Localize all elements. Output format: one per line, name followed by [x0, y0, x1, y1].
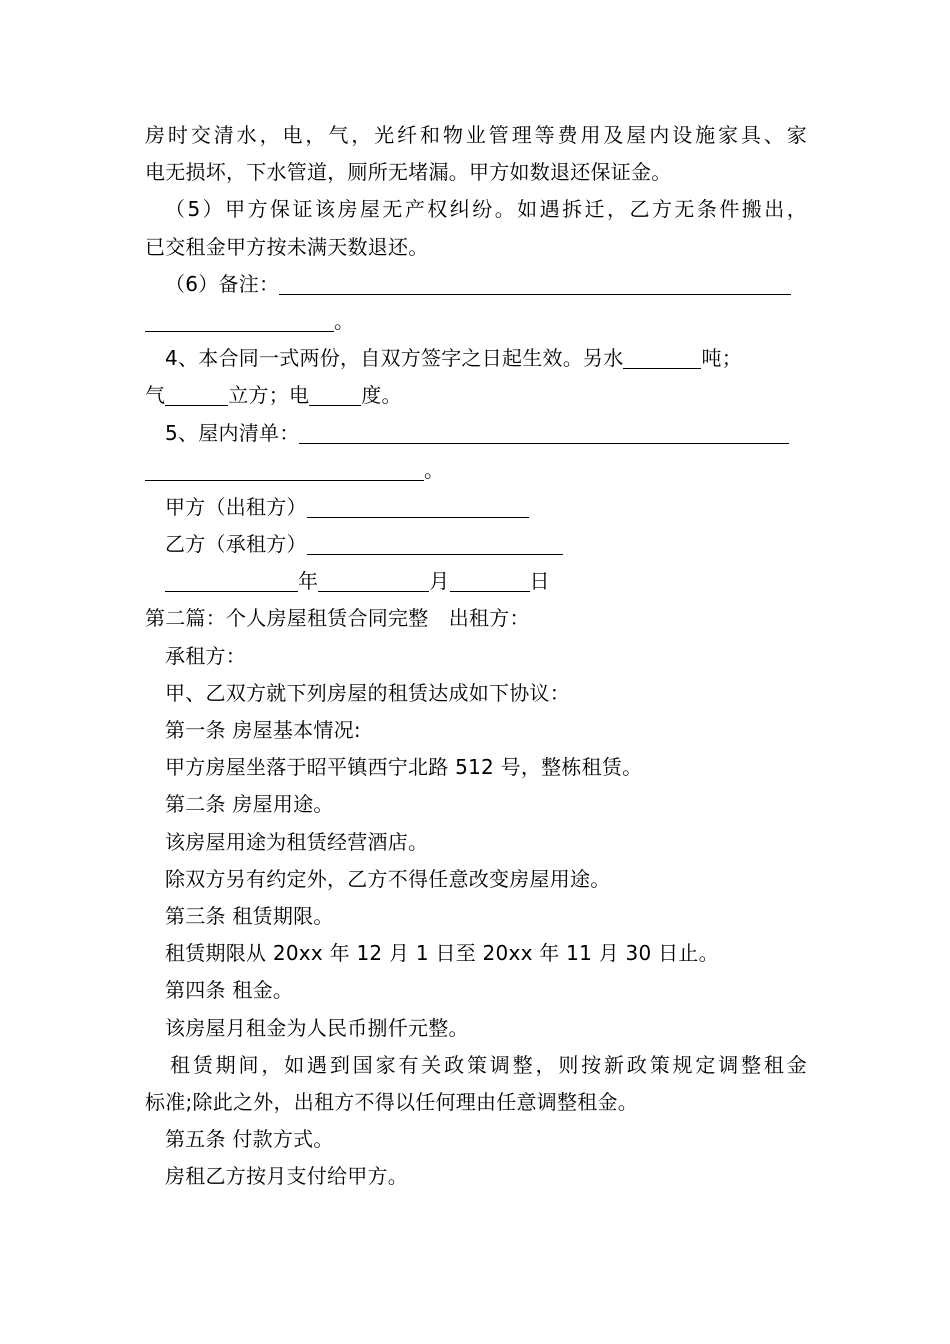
paragraph-line: 甲、乙双方就下列房屋的租赁达成如下协议：	[165, 680, 570, 705]
paragraph-line: 标准;除此之外，出租方不得以任何理由任意调整租金。	[145, 1089, 638, 1114]
article-heading: 第五条 付款方式。	[165, 1127, 334, 1152]
utility-unit: 吨；	[701, 346, 742, 371]
water-blank	[623, 346, 701, 369]
inventory-line-continued	[145, 452, 807, 489]
month-label: 月	[429, 569, 450, 594]
utility-text: 4、本合同一式两份，自双方签字之日起生效。另水	[165, 346, 624, 371]
utility-unit: 度。	[361, 383, 402, 408]
period-mark: 。	[424, 457, 445, 482]
remarks-line	[145, 266, 807, 303]
lessee-signature-line	[145, 526, 807, 563]
article-heading: 第四条 租金。	[165, 978, 294, 1003]
paragraph-line: 电无损坏，下水管道，厕所无堵漏。甲方如数退还保证金。	[145, 160, 672, 185]
document-page	[145, 117, 807, 1195]
inventory-blank	[145, 458, 424, 481]
article-heading: 第二条 房屋用途。	[165, 792, 334, 817]
paragraph-line: 甲方房屋坐落于昭平镇西宁北路 512 号，整栋租赁。	[165, 755, 643, 780]
lessee-label: 乙方（承租方）	[165, 532, 307, 557]
remarks-blank	[279, 272, 791, 295]
inventory-line	[145, 415, 807, 452]
year-blank	[165, 569, 298, 592]
paragraph-line: 该房屋月租金为人民币捌仟元整。	[165, 1015, 469, 1040]
utility-line	[145, 340, 807, 377]
lessor-signature-blank	[307, 495, 529, 518]
utility-text: 气	[145, 383, 166, 408]
gas-blank	[165, 383, 228, 406]
lessee-signature-blank	[307, 532, 563, 555]
date-line	[145, 563, 807, 600]
article-heading: 第三条 租赁期限。	[165, 903, 334, 928]
month-blank	[318, 569, 429, 592]
lessor-signature-line	[145, 489, 807, 526]
paragraph-line: 已交租金甲方按未满天数退还。	[145, 234, 429, 259]
section-heading: 第二篇：个人房屋租赁合同完整 出租方：	[145, 606, 530, 631]
inventory-label: 5、屋内清单：	[165, 420, 300, 445]
day-blank	[450, 569, 530, 592]
paragraph-line: 租赁期限从 20xx 年 12 月 1 日至 20xx 年 11 月 30 日止。	[165, 941, 719, 966]
utility-unit: 立方；电	[228, 383, 310, 408]
day-label: 日	[529, 569, 550, 594]
period-mark: 。	[334, 308, 355, 333]
paragraph-line: 租赁期间，如遇到国家有关政策调整，则按新政策规定调整租金	[170, 1052, 807, 1077]
inventory-blank	[299, 421, 789, 444]
year-label: 年	[298, 569, 319, 594]
remarks-label: （6）备注：	[165, 271, 280, 296]
electricity-blank	[309, 383, 361, 406]
paragraph-line: 承租方：	[165, 643, 246, 668]
utility-line	[145, 377, 807, 414]
paragraph-line: 房时交清水，电，气，光纤和物业管理等费用及屋内设施家具、家	[145, 123, 807, 147]
paragraph-line: （5）甲方保证该房屋无产权纠纷。如遇拆迁，乙方无条件搬出，	[165, 197, 807, 222]
paragraph-line: 该房屋用途为租赁经营酒店。	[165, 829, 429, 854]
article-heading: 第一条 房屋基本情况:	[165, 718, 361, 742]
paragraph-line: 房租乙方按月支付给甲方。	[165, 1164, 408, 1189]
paragraph-line: 除双方另有约定外，乙方不得任意改变房屋用途。	[165, 866, 611, 891]
lessor-label: 甲方（出租方）	[165, 494, 307, 519]
remarks-line-continued	[145, 303, 807, 340]
remarks-blank	[145, 309, 334, 332]
